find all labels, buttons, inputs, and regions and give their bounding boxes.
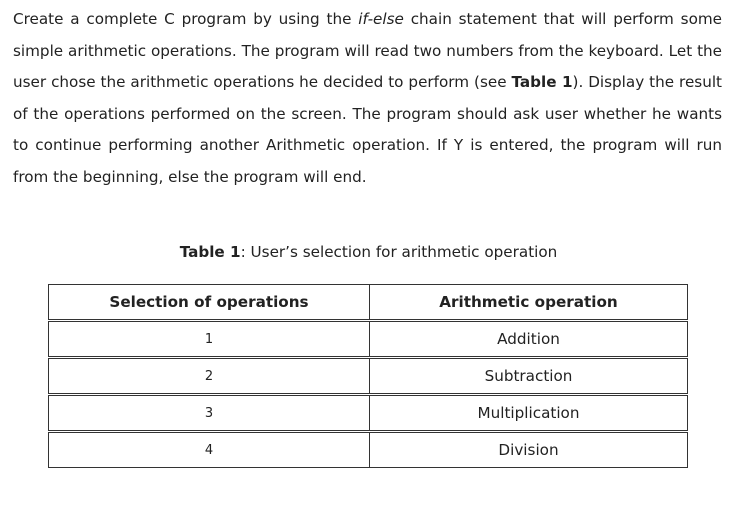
table-header-row bbox=[49, 285, 688, 321]
paragraph-italic-term: if-else bbox=[358, 10, 404, 28]
cell-operation: Subtraction bbox=[370, 358, 688, 395]
table-row bbox=[49, 321, 688, 358]
cell-selection: 1 bbox=[49, 321, 370, 358]
table-row bbox=[49, 395, 688, 432]
cell-operation: Addition bbox=[370, 321, 688, 358]
paragraph-text-2: chain statement that will perform some simple arithmetic operations. The program will read two numbers from the keyboard. Let the user chose the arithmetic operations he decided to perform (see bbox=[13, 10, 722, 92]
instructions-paragraph bbox=[13, 4, 722, 194]
cell-selection: 4 bbox=[49, 432, 370, 468]
header-operation: Arithmetic operation bbox=[370, 285, 688, 321]
table-row bbox=[49, 358, 688, 395]
table-caption bbox=[0, 240, 737, 264]
table-row bbox=[49, 432, 688, 468]
cell-operation: Division bbox=[370, 432, 688, 468]
cell-selection: 3 bbox=[49, 395, 370, 432]
paragraph-table-reference: Table 1 bbox=[511, 73, 573, 92]
table-caption-text: : User’s selection for arithmetic operation bbox=[240, 243, 558, 261]
cell-selection: 2 bbox=[49, 358, 370, 395]
cell-operation: Multiplication bbox=[370, 395, 688, 432]
table-caption-label: Table 1 bbox=[179, 243, 241, 261]
paragraph-text-1: Create a complete C program by using the bbox=[13, 10, 359, 28]
header-selection: Selection of operations bbox=[49, 285, 370, 321]
operations-table bbox=[48, 284, 688, 468]
paragraph-text-3: ). Display the result of the operations performed on the screen. The program should ask user whether he wants to continue performing another Arithmetic operation. If Y is entered, the program will run from the beginning, else the program will end. bbox=[13, 73, 722, 186]
